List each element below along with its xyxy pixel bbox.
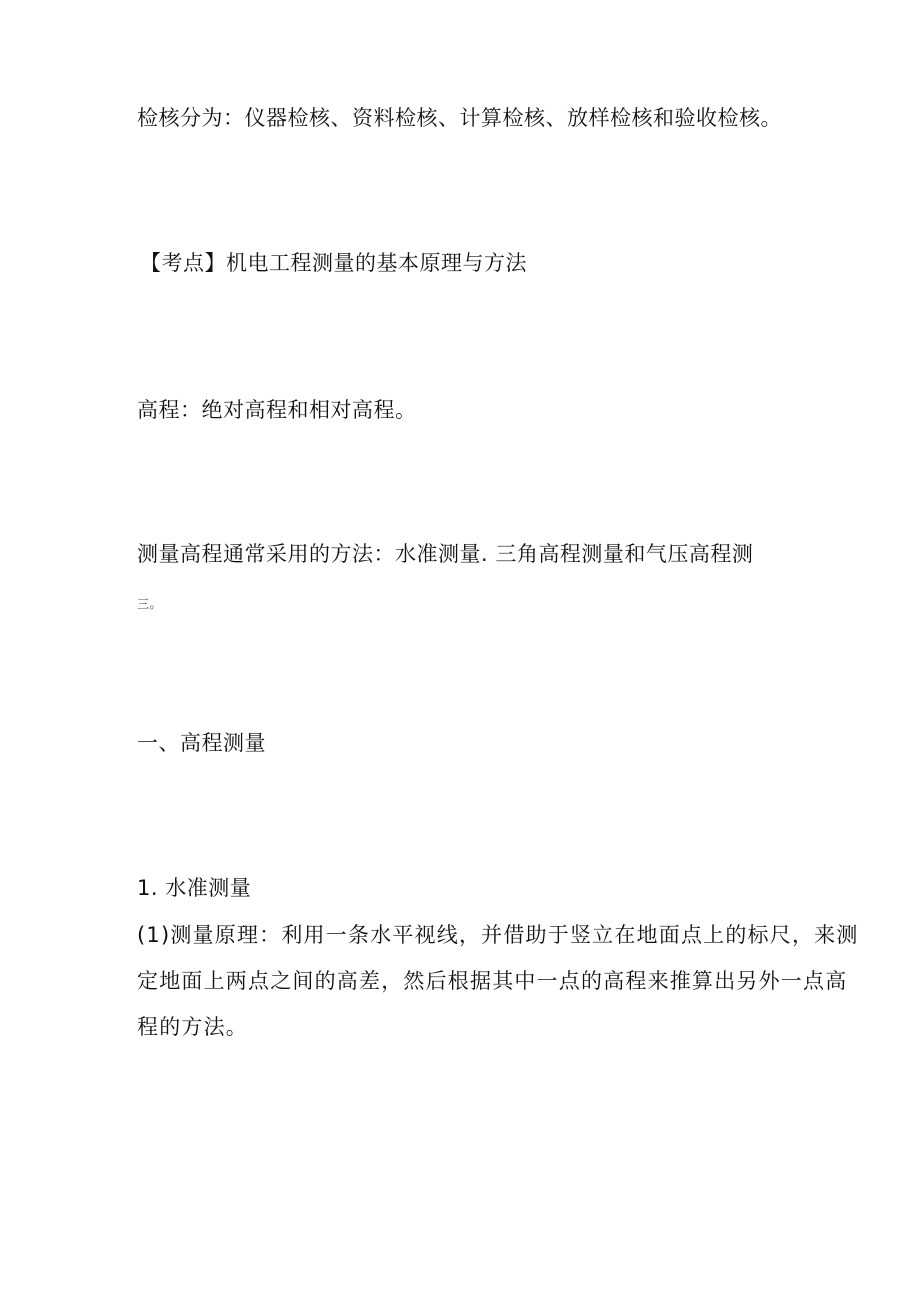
principle-line-1: (1)测量原理：利用一条水平视线，并借助于竖立在地面点上的标尺，来测: [137, 923, 859, 947]
elevation-definition: 高程：绝对高程和相对高程。: [137, 398, 417, 422]
subsection-heading-leveling: 1. 水准测量: [137, 876, 252, 900]
principle-paragraph: [137, 912, 859, 1050]
methods-line-2: 三。: [137, 597, 163, 611]
principle-line-3: 程的方法。: [137, 1015, 248, 1039]
exam-point-heading: 【考点】机电工程测量的基本原理与方法: [140, 251, 527, 275]
principle-line-2: 定地面上两点之间的高差，然后根据其中一点的高程来推算出另外一点高: [137, 969, 848, 993]
section-heading-elevation-survey: 一、高程测量: [137, 731, 266, 755]
check-types-line: 检核分为：仪器检核、资料检核、计算检核、放样检核和验收检核。: [137, 106, 782, 130]
methods-line-1: 测量高程通常采用的方法：水准测量. 三角高程测量和气压高程测: [137, 542, 754, 566]
